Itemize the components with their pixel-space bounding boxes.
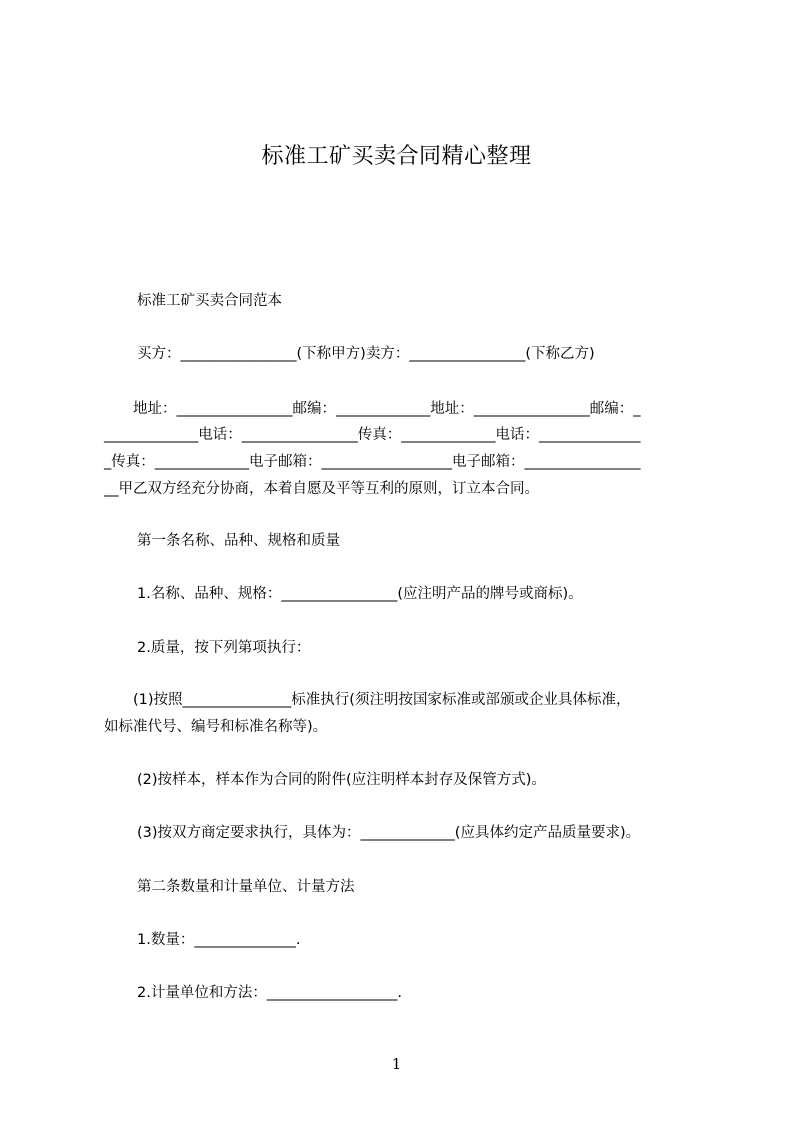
paragraph-address-line-4: __甲乙双方经充分协商，本着自愿及平等互利的原则，订立本合同。 [104, 481, 539, 497]
paragraph-quality-item-3: (3)按双方商定要求执行，具体为：_____________(应具体约定产品质量要求)。 [137, 825, 641, 841]
paragraph-quality-item-1-line-2: 如标准代号、编号和标准名称等)。 [104, 719, 328, 735]
paragraph-quantity: 1.数量：______________. [137, 932, 301, 948]
section-heading-article-2: 第二条数量和计量单位、计量方法 [137, 879, 355, 895]
paragraph-address-line-2: _____________电话：________________传真：_____________电话：______________ [104, 427, 641, 443]
paragraph-address-line-1: 地址：________________邮编：_____________地址：________________邮编：_ [133, 401, 641, 417]
paragraph-address-line-3: _传真：_____________电子邮箱：__________________电子邮箱：________________ [104, 454, 641, 470]
page-number: 1 [391, 1055, 402, 1073]
paragraph-buyer-seller: 买方：________________(下称甲方)卖方：________________(下称乙方) [137, 346, 595, 362]
document-title: 标准工矿买卖合同精心整理 [261, 144, 532, 169]
section-heading-article-1: 第一条名称、品种、规格和质量 [137, 533, 340, 549]
paragraph-quality-item-1-line-1: (1)按照_______________标准执行(须注明按国家标准或部颁或企业具体标准， [133, 692, 631, 708]
paragraph-name-spec: 1.名称、品种、规格：________________(应注明产品的牌号或商标)。 [137, 586, 583, 602]
paragraph-unit-method: 2.计量单位和方法：__________________. [137, 985, 402, 1001]
paragraph-quality: 2.质量，按下列第项执行： [137, 640, 311, 656]
paragraph-contract-name: 标准工矿买卖合同范本 [137, 293, 282, 309]
paragraph-quality-item-2: (2)按样本，样本作为合同的附件(应注明样本封存及保管方式)。 [137, 772, 546, 788]
